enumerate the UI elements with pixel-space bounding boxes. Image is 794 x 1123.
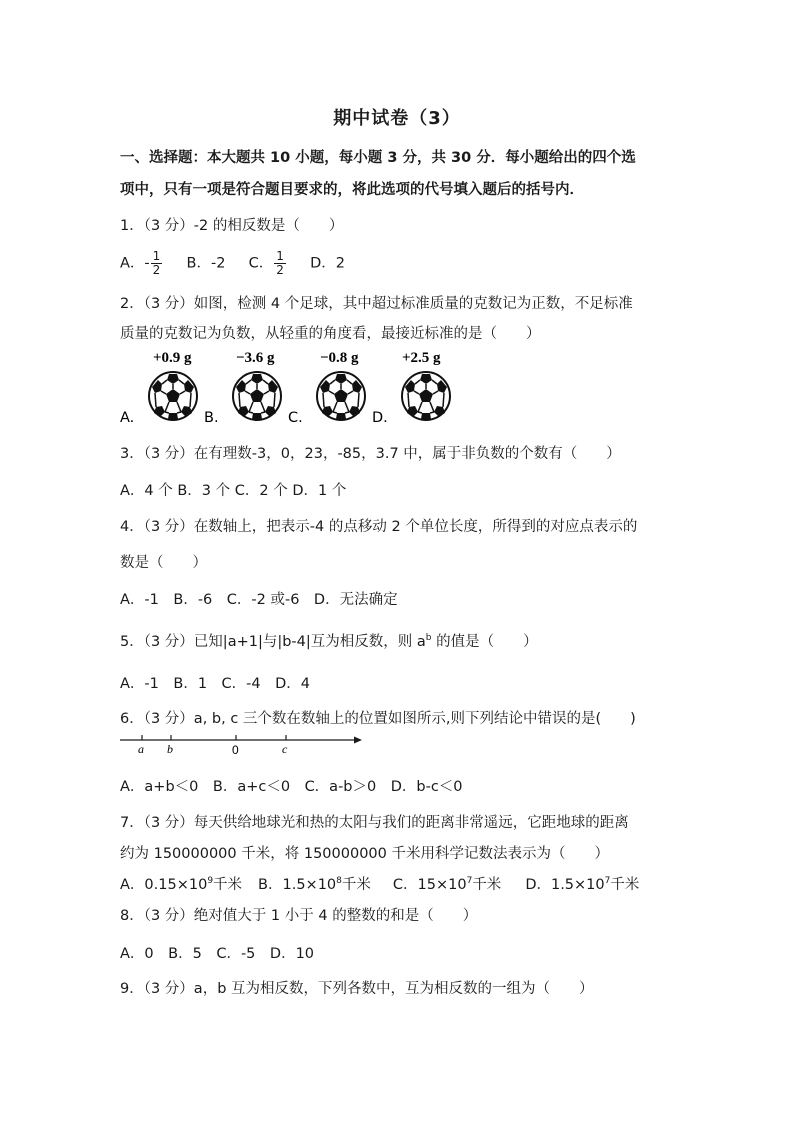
- axis-label-zero: 0: [232, 743, 239, 757]
- q1-option-c-denominator: 2: [276, 263, 284, 277]
- soccer-ball-icon: [149, 372, 197, 420]
- question-9-stem: 9．（3 分）a，b 互为相反数，下列各数中，互为相反数的一组为（ ）: [120, 981, 594, 997]
- ball-b-label: −3.6 g: [236, 350, 275, 366]
- q1-option-d: D．2: [310, 255, 346, 272]
- question-3-options: A．4 个 B．3 个 C．2 个 D．1 个: [120, 483, 347, 499]
- soccer-ball-icon: [402, 372, 450, 420]
- section-heading-line2: 项中，只有一项是符合题目要求的，将此选项的代号填入题后的括号内．: [120, 182, 584, 198]
- ball-d-label: +2.5 g: [402, 350, 441, 366]
- soccer-ball-icon: [233, 372, 281, 420]
- question-3-stem: 3．（3 分）在有理数-3，0，23，-85，3.7 中，属于非负数的个数有（ ）: [120, 446, 621, 462]
- question-6-options: A．a+b＜0 B．a+c＜0 C．a-b＞0 D．b-c＜0: [120, 779, 463, 795]
- number-line-figure: [118, 732, 368, 758]
- ball-b-option: B.: [204, 410, 219, 426]
- question-4-line2: 数是（ ）: [120, 555, 207, 571]
- q7-option-d: D．$1.5\times 10^7$千米: [525, 876, 640, 893]
- q1-option-b: B．-2: [186, 255, 226, 272]
- q7-option-a: A．$0.15\times 10^9$千米: [120, 876, 243, 893]
- axis-label-c: c: [282, 742, 288, 756]
- q7-option-b: B．$1.5\times 10^8$千米: [258, 876, 371, 893]
- question-7-line2: 约为 150000000 千米，将 150000000 千米用科学记数法表示为（ ）: [120, 846, 609, 862]
- question-2-line1: 2．（3 分）如图，检测 4 个足球，其中超过标准质量的克数记为正数，不足标准: [120, 296, 633, 312]
- ball-b: [204, 350, 281, 426]
- soccer-balls-figure: [116, 346, 476, 428]
- q1-option-c-fraction: [274, 250, 286, 277]
- question-5-options: A．-1 B．1 C．-4 D．4: [120, 676, 311, 692]
- axis-label-a: a: [138, 742, 144, 756]
- question-7-options: [120, 873, 639, 894]
- q1-option-a-numerator: 1: [152, 249, 161, 263]
- page-title: 期中试卷（3）: [333, 108, 461, 129]
- q5-stem-post: 的值是（ ）: [431, 634, 538, 650]
- question-5-stem: [120, 630, 538, 651]
- q1-option-a-sign: -: [144, 255, 150, 272]
- question-4-line1: 4．（3 分）在数轴上，把表示-4 的点移动 2 个单位长度，所得到的对应点表示的: [120, 519, 638, 535]
- question-1-options: [120, 250, 345, 277]
- section-heading-line1: 一、选择题：本大题共 10 小题，每小题 3 分，共 30 分．每小题给出的四个选: [120, 150, 636, 166]
- q7-option-c: C．$15\times 10^7$千米: [392, 876, 502, 893]
- q5-exponent: b: [425, 633, 432, 644]
- question-8-stem: 8．（3 分）绝对值大于 1 小于 4 的整数的和是（ ）: [120, 908, 478, 924]
- arrow-right-icon: [354, 737, 362, 744]
- q1-option-c-numerator: 1: [276, 249, 284, 263]
- q1-option-a-label: A．: [120, 255, 145, 272]
- ball-c-option: C.: [288, 410, 303, 426]
- question-4-options: A．-1 B．-6 C．-2 或-6 D．无法确定: [120, 592, 398, 608]
- ball-c-label: −0.8 g: [320, 350, 359, 366]
- q1-option-a-fraction: [151, 250, 163, 277]
- question-6-stem: 6．（3 分）a, b, c 三个数在数轴上的位置如图所示,则下列结论中错误的是( ): [120, 711, 636, 727]
- axis-label-b: b: [167, 742, 173, 756]
- question-2-line2: 质量的克数记为负数，从轻重的角度看，最接近标准的是（ ）: [120, 326, 541, 342]
- q1-option-a-denominator: 2: [152, 263, 161, 277]
- ball-d: [372, 350, 450, 426]
- ball-d-option: D.: [372, 410, 388, 426]
- q5-stem-pre: 5．（3 分）已知|a+1|与|b-4|互为相反数，则 a: [120, 634, 426, 650]
- question-8-options: A．0 B．5 C．-5 D．10: [120, 946, 315, 962]
- question-7-line1: 7．（3 分）每天供给地球光和热的太阳与我们的距离非常遥远，它距地球的距离: [120, 815, 629, 831]
- ball-a-option: A.: [120, 410, 135, 426]
- question-1-stem: 1．（3 分）-2 的相反数是（ ）: [120, 218, 344, 234]
- ball-a: [120, 350, 197, 426]
- ball-c: [288, 350, 365, 426]
- ball-a-label: +0.9 g: [153, 350, 192, 366]
- q1-option-c-label: C．: [248, 255, 274, 272]
- soccer-ball-icon: [317, 372, 365, 420]
